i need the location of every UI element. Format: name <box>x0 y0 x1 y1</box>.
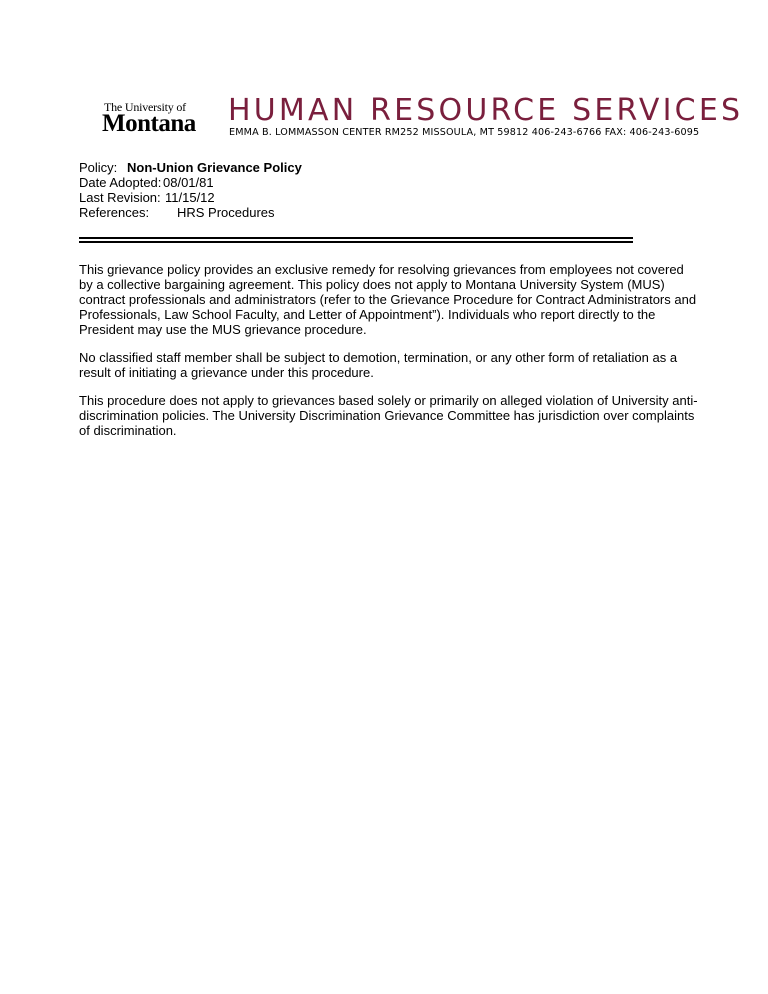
last-revision-label: Last Revision: <box>79 190 161 205</box>
references-row <box>79 205 302 220</box>
policy-body <box>79 262 699 451</box>
date-adopted-label: Date Adopted: <box>79 175 162 190</box>
letterhead <box>102 93 744 141</box>
last-revision-row <box>79 190 302 205</box>
references-label: References: <box>79 205 150 220</box>
policy-title: Non-Union Grievance Policy <box>127 160 302 175</box>
logo-university-of-text: The University of <box>104 100 186 114</box>
policy-row <box>79 160 302 175</box>
department-title: HUMAN RESOURCE SERVICES <box>228 93 744 128</box>
paragraph-retaliation: No classified staff member shall be subject to demotion, termination, or any other form of retaliation as a result of initiating a grievance under this procedure. <box>79 350 678 380</box>
paragraph-scope: This grievance policy provides an exclusive remedy for resolving grievances from employees not covered by a collective bargaining agreement. This policy does not apply to Montana University System (MUS) contract professionals and administrators (refer to the Grievance Procedure for Contract Administrators and Professionals, Law School Faculty, and Letter of Appointment”). Individuals who report directly to the President may use the MUS grievance procedure. <box>79 262 697 337</box>
date-adopted-row <box>79 175 302 190</box>
references-value: HRS Procedures <box>177 205 275 220</box>
policy-label: Policy: <box>79 160 118 175</box>
last-revision-value: 11/15/12 <box>165 190 215 205</box>
logo-montana-text: Montana <box>102 110 196 137</box>
department-address: EMMA B. LOMMASSON CENTER RM252 MISSOULA, MT 59812 406-243-6766 FAX: 406-243-6095 <box>229 127 700 138</box>
university-logo <box>102 100 224 136</box>
double-divider <box>79 237 633 243</box>
paragraph-discrimination: This procedure does not apply to grievances based solely or primarily on alleged violation of University anti-discrimination policies. The University Discrimination Grievance Committee has jurisdiction over complaints of discrimination. <box>79 393 698 438</box>
date-adopted-value: 08/01/81 <box>163 175 214 190</box>
policy-metadata <box>79 160 302 220</box>
